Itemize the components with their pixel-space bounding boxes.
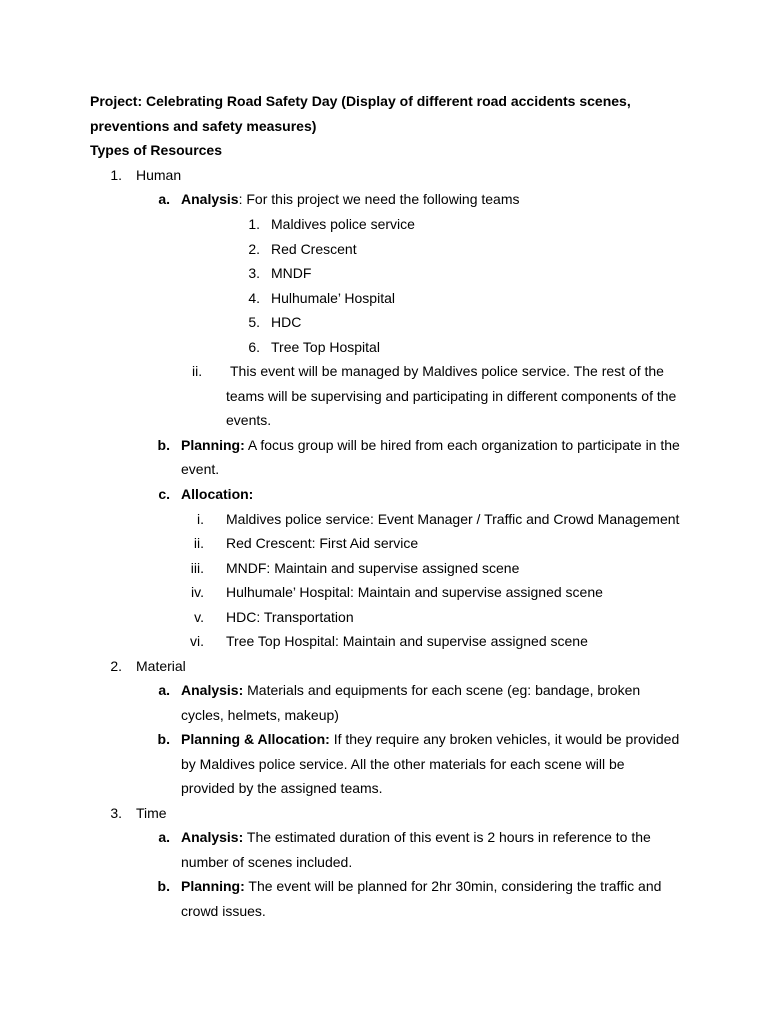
note-line-3: events. [226,412,272,428]
list-number: 3. [248,265,260,281]
planning-text: The event will be planned for 2hr 30min, considering the traffic and [244,878,662,894]
allocation-item: Red Crescent: First Aid service [226,535,419,551]
planning-text: A focus group will be hired from each organization to participate in the [244,437,680,453]
list-number: 3. [110,805,122,821]
list-number: ii. [193,535,204,551]
list-number: 5. [248,314,260,330]
list-marker: b. [157,878,170,894]
analysis-text: Materials and equipments for each scene (eg: bandage, broken [243,682,641,698]
team-item: HDC [271,314,302,330]
list-marker: a. [158,682,170,698]
planning-line-2: crowd issues. [181,903,266,919]
analysis-line-2: number of scenes included. [181,854,353,870]
allocation-item: Hulhumale’ Hospital: Maintain and supervise assigned scene [226,584,603,600]
planning-label: Planning: [181,878,245,894]
list-marker: ii. [192,363,203,379]
analysis-label: Analysis: [181,682,244,698]
project-title-line-1: Project: Celebrating Road Safety Day (Display of different road accidents scenes, [90,93,631,109]
planning-line-3: provided by the assigned teams. [181,780,383,796]
analysis-text: : For this project we need the following teams [238,191,520,207]
analysis-label: Analysis: [181,829,244,845]
material-planning [181,727,679,751]
list-marker: c. [158,486,170,502]
list-number: 4. [248,290,260,306]
list-number: 1. [248,216,260,232]
list-marker: b. [157,437,170,453]
allocation-item: Maldives police service: Event Manager / Traffic and Crowd Management [226,511,680,527]
planning-label: Planning & Allocation: [181,731,330,747]
list-marker: a. [158,829,170,845]
planning-line-2: event. [181,461,220,477]
list-number: 6. [248,339,260,355]
analysis-label: Analysis [181,191,239,207]
list-marker: b. [157,731,170,747]
team-item: Red Crescent [271,241,357,257]
list-number: 1. [110,167,122,183]
analysis-line-2: cycles, helmets, makeup) [181,707,339,723]
resource-label-human: Human [136,167,182,183]
resource-label-time: Time [136,805,167,821]
list-number: 2. [248,241,260,257]
team-item: Hulhumale’ Hospital [271,290,395,306]
time-analysis [181,825,651,849]
human-planning [181,433,680,457]
time-planning [181,874,661,898]
planning-label: Planning: [181,437,245,453]
analysis-text: The estimated duration of this event is 2 hours in reference to the [243,829,651,845]
note-line-2: teams will be supervising and participating in different components of the [226,388,677,404]
list-number: vi. [190,633,204,649]
resource-label-material: Material [136,658,186,674]
planning-line-2: by Maldives police service. All the other materials for each scene will be [181,756,625,772]
allocation-label: Allocation: [181,486,254,502]
list-marker: a. [158,191,170,207]
list-number: 2. [110,658,122,674]
note-line-1: This event will be managed by Maldives police service. The rest of the [230,363,664,379]
list-number: i. [197,511,204,527]
list-number: v. [194,609,204,625]
team-item: Tree Top Hospital [271,339,380,355]
list-number: iv. [191,584,204,600]
human-analysis [181,187,520,211]
allocation-item: MNDF: Maintain and supervise assigned scene [226,560,520,576]
planning-text: If they require any broken vehicles, it would be provided [329,731,680,747]
section-heading: Types of Resources [90,142,223,158]
team-item: Maldives police service [271,216,415,232]
team-item: MNDF [271,265,312,281]
project-title-line-2: preventions and safety measures) [90,118,317,134]
allocation-item: HDC: Transportation [226,609,354,625]
material-analysis [181,678,640,702]
allocation-item: Tree Top Hospital: Maintain and supervise assigned scene [226,633,588,649]
list-number: iii. [190,560,204,576]
